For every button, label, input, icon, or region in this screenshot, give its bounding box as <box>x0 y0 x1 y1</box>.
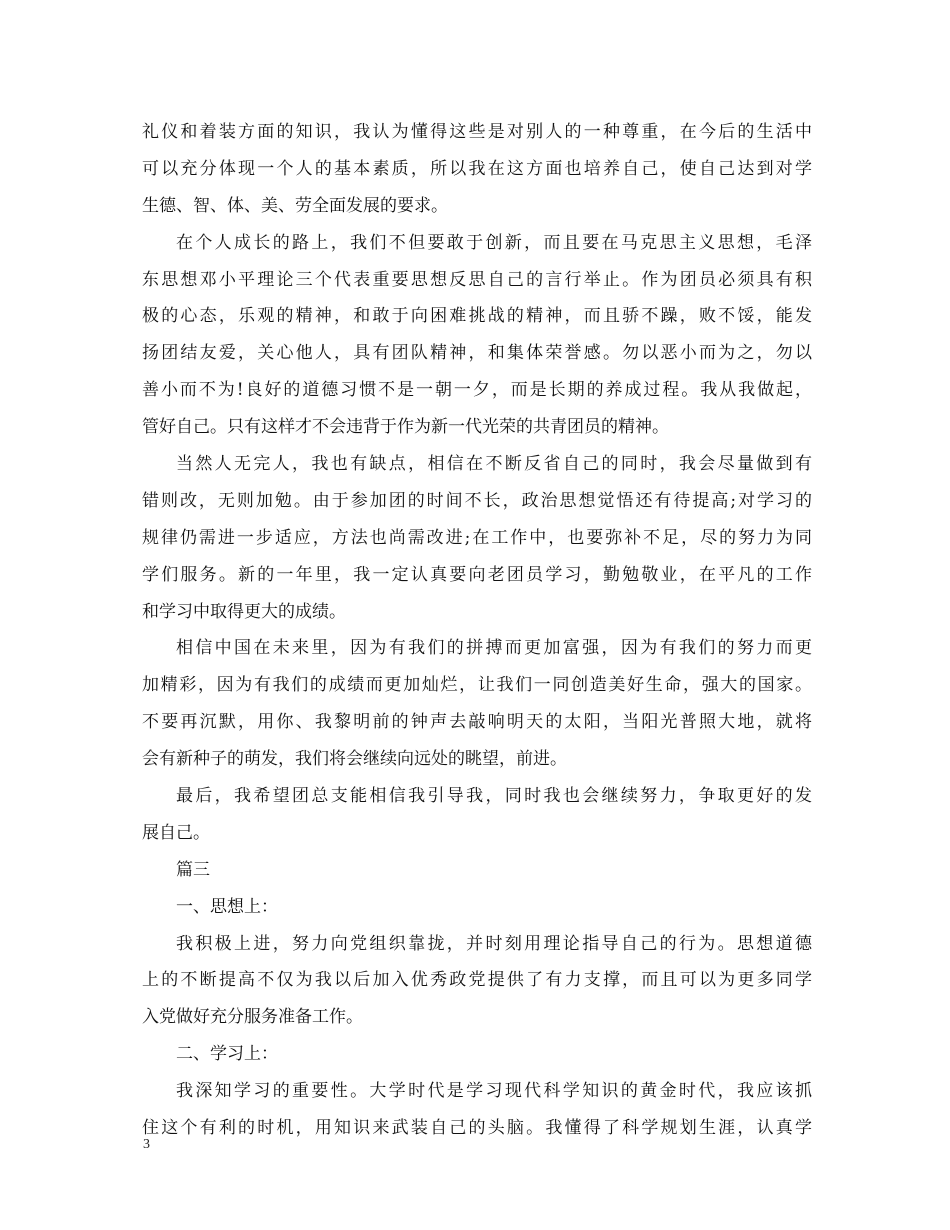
text-line: 相信中国在未来里，因为有我们的拼搏而更加富强，因为有我们的努力而更 <box>176 638 812 659</box>
document-body <box>142 114 812 1147</box>
text-line: 在个人成长的路上，我们不但要敢于创新，而且要在马克思主义思想，毛泽 <box>176 232 812 253</box>
text-line: 学们服务。新的一年里，我一定认真要向老团员学习，勤勉敬业，在平凡的工作 <box>142 564 812 585</box>
text-line: 不要再沉默，用你、我黎明前的钟声去敲响明天的太阳，当阳光普照大地，就将 <box>142 712 812 733</box>
text-line: 住这个有利的时机，用知识来武装自己的头脑。我懂得了科学规划生涯，认真学 <box>142 1118 812 1139</box>
text-line: 管好自己。只有这样才不会违背于作为新一代光荣的共青团员的精神。 <box>142 417 669 438</box>
text-line: 礼仪和着装方面的知识，我认为懂得这些是对别人的一种尊重，在今后的生活中 <box>142 122 812 142</box>
text-line: 善小而不为!良好的道德习惯不是一朝一夕，而是长期的养成过程。我从我做起， <box>142 380 812 401</box>
text-line: 错则改，无则加勉。由于参加团的时间不长，政治思想觉悟还有待提高;对学习的 <box>142 490 812 511</box>
text-line: 当然人无完人，我也有缺点，相信在不断反省自己的同时，我会尽量做到有 <box>176 454 812 475</box>
text-line: 可以充分体现一个人的基本素质，所以我在这方面也培养自己，使自己达到对学 <box>142 158 812 179</box>
page-number: 3 <box>143 1137 150 1152</box>
text-line: 生德、智、体、美、劳全面发展的要求。 <box>142 195 448 216</box>
subsection-heading: 一、思想上： <box>176 896 278 917</box>
text-line: 上的不断提高不仅为我以后加入优秀政党提供了有力支撑，而且可以为更多同学 <box>142 970 812 991</box>
text-line: 最后，我希望团总支能相信我引导我，同时我也会继续努力，争取更好的发 <box>176 786 812 807</box>
text-line: 我积极上进，努力向党组织靠拢，并时刻用理论指导自己的行为。思想道德 <box>176 933 812 954</box>
text-line: 和学习中取得更大的成绩。 <box>142 601 346 622</box>
text-line: 加精彩，因为有我们的成绩而更加灿烂，让我们一同创造美好生命，强大的国家。 <box>142 675 812 696</box>
section-heading: 篇三 <box>176 859 210 880</box>
text-line: 规律仍需进一步适应，方法也尚需改进;在工作中，也要弥补不足，尽的努力为同 <box>142 527 812 548</box>
text-line: 扬团结友爱，关心他人，具有团队精神，和集体荣誉感。勿以恶小而为之，勿以 <box>142 343 812 364</box>
subsection-heading: 二、学习上： <box>176 1044 278 1065</box>
text-line: 我深知学习的重要性。大学时代是学习现代科学知识的黄金时代，我应该抓 <box>176 1081 812 1102</box>
text-line: 极的心态，乐观的精神，和敢于向困难挑战的精神，而且骄不躁，败不馁，能发 <box>142 306 812 327</box>
text-line: 展自己。 <box>142 822 210 843</box>
text-line: 会有新种子的萌发，我们将会继续向远处的眺望，前进。 <box>142 749 567 770</box>
text-line: 入党做好充分服务准备工作。 <box>142 1007 363 1028</box>
text-line: 东思想邓小平理论三个代表重要思想反思自己的言行举止。作为团员必须具有积 <box>142 269 812 290</box>
